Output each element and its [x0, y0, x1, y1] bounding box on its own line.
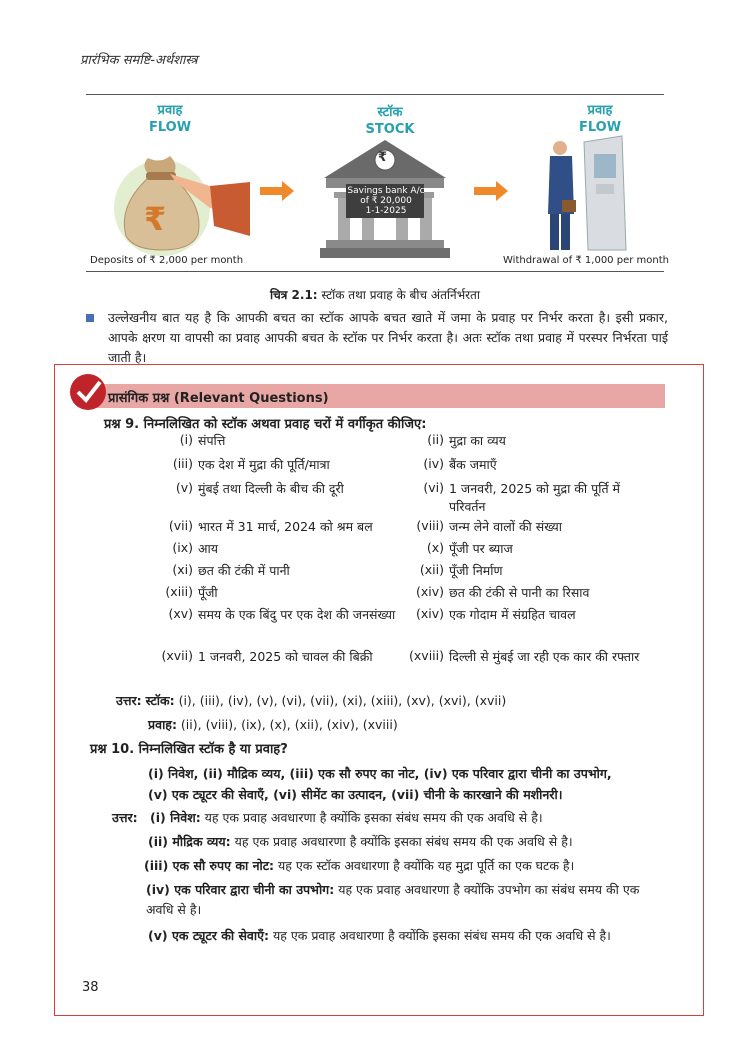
figure-caption: चित्र 2.1: स्टॉक तथा प्रवाह के बीच अंतर्निर्भरता	[270, 288, 480, 302]
question-10-line2: (v) एक ट्यूटर की सेवाएँ, (vi) सीमेंट का उत्पादन, (vii) चीनी के कारखाने की मशीनरी।	[148, 787, 563, 802]
q9-item-number: (vi)	[423, 480, 444, 495]
q9-item-text: समय के एक बिंदु पर एक देश की जनसंख्या	[198, 607, 396, 622]
answer-10-item-term: एक ट्यूटर की सेवाएँ:	[171, 928, 269, 943]
q9-item-number: (vii)	[168, 518, 193, 533]
answer-10-item-number: (iv)	[146, 882, 175, 897]
arrow-right-icon	[474, 181, 510, 201]
question-10-line1: (i) निवेश, (ii) मौद्रिक व्यय, (iii) एक सौ रुपए का नोट, (iv) एक परिवार द्वारा चीनी का उपभोग,	[148, 766, 612, 781]
answer-10-item-number: (i)	[150, 810, 171, 825]
q9-item-text: 1 जनवरी, 2025 को मुद्रा की पूर्ति में परिवर्तन	[449, 481, 621, 514]
q9-item-number: (iv)	[423, 456, 444, 471]
bank-account-label: Savings bank A/c of ₹ 20,000 1-1-2025	[347, 186, 425, 216]
answer-10-item-number: (ii)	[148, 834, 173, 849]
checkmark-badge-icon	[68, 372, 108, 412]
arrow-right-icon	[260, 181, 296, 201]
answer-9-stock: उत्तर: स्टॉक: (i), (iii), (iv), (v), (vi), (vii), (xi), (xiii), (xv), (xvi), (xvii)	[116, 693, 507, 708]
body-paragraph: उल्लेखनीय बात यह है कि आपकी बचत का स्टॉक आपके बचत खाते में जमा के प्रवाह पर निर्भर करता है। इसी प्रकार, आपके क्षरण या वापसी का प्रवाह आपकी बचत के स्टॉक पर निर्भर करता है। अतः स्टॉक तथा प्रवाह में परस्पर निर्भरता पाई जाती है।	[108, 310, 668, 365]
q9-item-number: (viii)	[416, 518, 444, 533]
answer-10-item	[144, 856, 664, 876]
page-number: 38	[82, 980, 99, 995]
answer-10-item	[148, 832, 664, 852]
right-caption: Withdrawal of ₹ 1,000 per month	[503, 255, 669, 266]
left-caption: Deposits of ₹ 2,000 per month	[90, 255, 244, 266]
answer-10-item-text: यह एक प्रवाह अवधारणा है क्योंकि इसका संबंध समय की एक अवधि से है।	[269, 928, 611, 943]
answer-10-item-text: यह एक स्टॉक अवधारणा है क्योंकि यह मुद्रा पूर्ति का एक घटक है।	[274, 858, 575, 873]
money-bag-illustration	[110, 146, 250, 256]
answer-10-item-term: एक सौ रुपए का नोट:	[172, 858, 275, 873]
q9-item-text: एक गोदाम में संग्रहित चावल	[449, 607, 576, 622]
q9-item-text: 1 जनवरी, 2025 को चावल की बिक्री	[198, 649, 373, 664]
answer-10-item	[148, 926, 664, 946]
q9-item-number: (i)	[179, 432, 193, 447]
q9-item-text: छत की टंकी से पानी का रिसाव	[449, 585, 590, 600]
q9-item-number: (ix)	[172, 540, 193, 555]
q9-item-text: भारत में 31 मार्च, 2024 को श्रम बल	[198, 519, 373, 534]
q9-item-text: दिल्ली से मुंबई जा रही एक कार की रफ्तार	[449, 649, 640, 664]
top-rule	[86, 94, 664, 95]
q9-item-number: (xvii)	[161, 648, 193, 663]
answer-10-label: उत्तर:	[112, 810, 138, 825]
q9-item-text: पूँजी पर ब्याज	[449, 541, 513, 556]
q9-item-text: छत की टंकी में पानी	[198, 563, 290, 578]
answer-10-item-text: यह एक प्रवाह अवधारणा है क्योंकि इसका संबंध समय की एक अवधि से है।	[230, 834, 573, 849]
q9-item-text: जन्म लेने वालों की संख्या	[449, 519, 563, 534]
question-9: प्रश्न 9. निम्नलिखित को स्टॉक अथवा प्रवाह चरों में वर्गीकृत कीजिए:	[104, 417, 427, 432]
q9-item-text: पूँजी	[198, 585, 218, 600]
q9-item-number: (xi)	[172, 562, 193, 577]
q9-item-number: (xv)	[168, 606, 193, 621]
answer-10-item	[150, 808, 664, 828]
q9-item-number: (xviii)	[409, 648, 444, 663]
q9-item-number: (xiii)	[165, 584, 193, 599]
q9-item-text: बैंक जमाएँ	[449, 457, 497, 472]
q9-item-text: आय	[198, 541, 219, 556]
answer-10-item-term: मौद्रिक व्यय:	[172, 834, 231, 849]
answer-10-item-text: यह एक प्रवाह अवधारणा है क्योंकि इसका संबंध समय की एक अवधि से है।	[200, 810, 543, 825]
bullet-square-icon	[86, 314, 94, 322]
answer-10-item-term: एक परिवार द्वारा चीनी का उपभोग:	[174, 882, 335, 897]
q9-item-number: (xiv)	[415, 606, 444, 621]
q9-item-text: पूँजी निर्माण	[449, 563, 503, 578]
q9-item-text: एक देश में मुद्रा की पूर्ति/मात्रा	[198, 457, 330, 472]
answer-10-item-number: (v)	[148, 928, 172, 943]
q9-item-number: (xiv)	[415, 584, 444, 599]
q9-item-number: (v)	[175, 480, 193, 495]
q9-item-number: (ii)	[427, 432, 444, 447]
fig-right-label: प्रवाह FLOW	[578, 103, 622, 135]
q9-item-number: (x)	[426, 540, 444, 555]
q9-item-number: (xii)	[419, 562, 444, 577]
fig-left-label: प्रवाह FLOW	[148, 103, 192, 135]
fig-mid-label: स्टॉक STOCK	[365, 105, 415, 137]
q9-item-text: मुद्रा का व्यय	[449, 433, 506, 448]
figure-bottom-rule	[86, 271, 664, 272]
answer-10-item-text: यह एक प्रवाह अवधारणा है क्योंकि उपभोग का संबंध समय की एक अवधि से है।	[146, 882, 640, 917]
answer-10-item	[146, 880, 664, 920]
q9-item-number: (iii)	[172, 456, 193, 471]
answer-10-item-term: निवेश:	[170, 810, 201, 825]
answer-10-item-number: (iii)	[144, 858, 173, 873]
q9-item-text: मुंबई तथा दिल्ली के बीच की दूरी	[198, 481, 344, 496]
answer-9-flow: प्रवाह: (ii), (viii), (ix), (x), (xii), (xiv), (xviii)	[148, 717, 398, 732]
relevant-questions-title: प्रासंगिक प्रश्न (Relevant Questions)	[108, 391, 329, 406]
atm-person-illustration	[544, 134, 634, 254]
question-10: प्रश्न 10. निम्नलिखित स्टॉक है या प्रवाह?	[90, 742, 288, 757]
bank-rupee-icon: ₹	[378, 150, 388, 165]
rupee-bag-icon: ₹	[144, 200, 167, 238]
running-header: प्रारंभिक समष्टि-अर्थशास्त्र	[80, 53, 198, 68]
q9-item-text: संपत्ति	[198, 433, 226, 448]
